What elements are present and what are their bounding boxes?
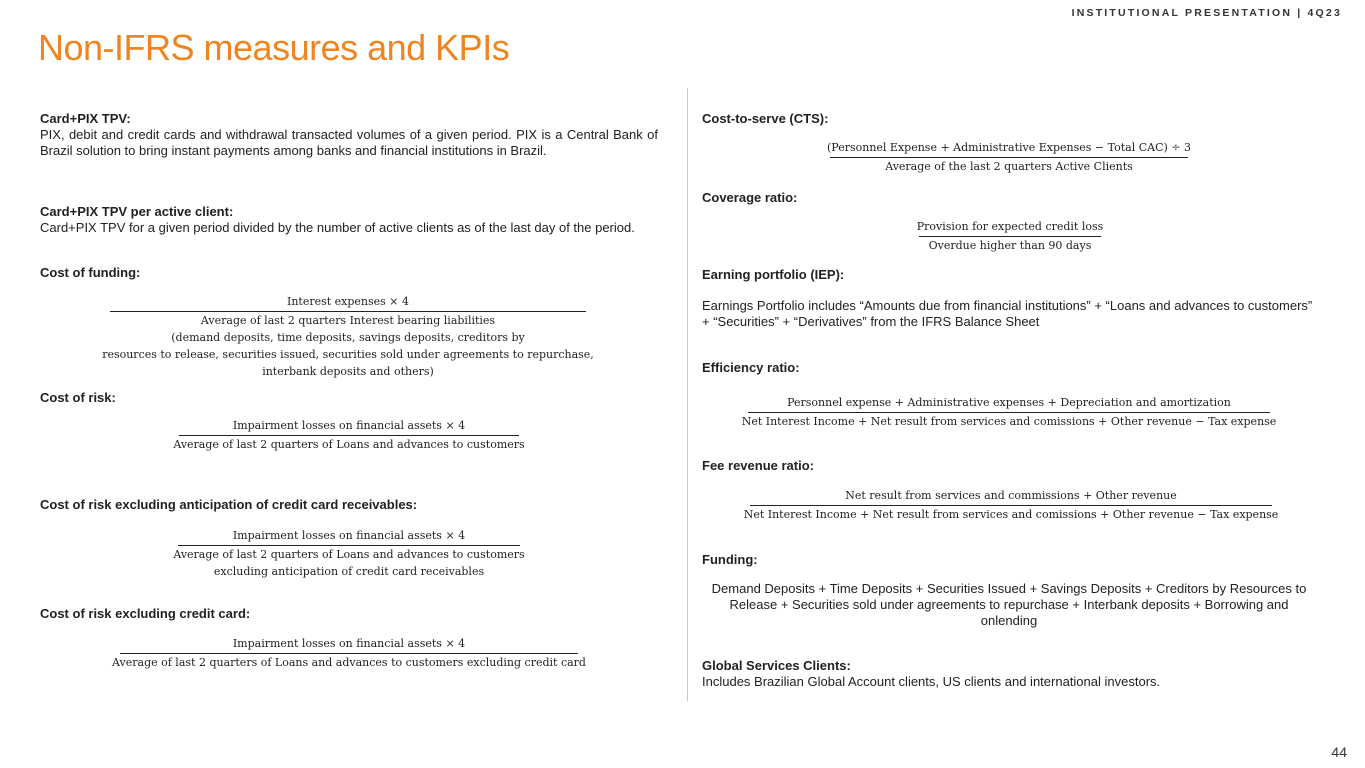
cost-of-funding-section [40,265,658,281]
formula-denominator: excluding anticipation of credit card receivables [213,565,485,578]
right-column [702,0,1316,768]
formula-denominator: Net Interest Income + Net result from services and comissions + Other revenue − Tax expense [743,508,1279,521]
cost-of-risk-section [40,390,658,406]
formula-numerator: Interest expenses × 4 [286,295,410,308]
cost-of-risk-ex-credit-card-section [40,606,658,622]
tpv-per-client-text: Card+PIX TPV for a given period divided by the number of active clients as of the last day of the period. [40,220,635,235]
cost-of-risk-heading: Cost of risk: [40,390,116,405]
cost-of-funding-formula [102,293,594,380]
formula-numerator: Impairment losses on financial assets × 4 [232,419,466,432]
formula-denominator: interbank deposits and others) [262,365,434,378]
fee-revenue-section [702,458,1316,474]
cost-of-risk-ex-credit-card-formula [112,635,586,671]
cts-section [702,111,1316,127]
cost-of-risk-formula [173,417,525,453]
tpv-per-client-section [40,204,658,236]
formula-numerator: Impairment losses on financial assets × 4 [232,637,466,650]
formula-denominator: resources to release, securities issued, securities sold under agreements to repurchase, [102,348,594,361]
formula-denominator: Average of the last 2 quarters Active Clients [885,160,1133,173]
global-services-section [702,658,1316,690]
formula-denominator: (demand deposits, time deposits, savings deposits, creditors by [171,331,525,344]
card-pix-tpv-section [40,111,658,159]
formula-denominator: Average of last 2 quarters of Loans and advances to customers [173,548,525,561]
formula-numerator: (Personnel Expense + Administrative Expenses − Total CAC) ÷ 3 [827,141,1191,154]
global-services-text: Includes Brazilian Global Account clients, US clients and international investors. [702,674,1161,689]
efficiency-section [702,360,1316,376]
formula-denominator: Overdue higher than 90 days [928,239,1092,252]
coverage-section [702,190,1316,206]
formula-denominator: Net Interest Income + Net result from services and comissions + Other revenue − Tax expense [741,415,1277,428]
column-divider [687,88,688,701]
cost-of-risk-ex-credit-card-heading: Cost of risk excluding credit card: [40,606,251,621]
cost-of-risk-ex-anticipation-heading: Cost of risk excluding anticipation of credit card receivables: [40,497,418,512]
fee-revenue-formula [743,487,1279,523]
card-pix-tpv-heading: Card+PIX TPV: [40,111,131,126]
iep-heading: Earning portfolio (IEP): [702,267,845,282]
cts-formula [827,139,1191,175]
formula-denominator: Average of last 2 quarters of Loans and advances to customers excluding credit card [112,656,586,669]
cost-of-funding-heading: Cost of funding: [40,265,141,280]
fee-revenue-heading: Fee revenue ratio: [702,458,814,473]
coverage-formula [916,218,1104,254]
formula-numerator: Personnel expense + Administrative expenses + Depreciation and amortization [787,396,1231,409]
coverage-heading: Coverage ratio: [702,190,798,205]
formula-denominator: Average of last 2 quarters of Loans and advances to customers [173,438,525,451]
funding-heading: Funding: [702,552,758,567]
efficiency-heading: Efficiency ratio: [702,360,800,375]
iep-section [702,267,1316,330]
formula-numerator: Provision for expected credit loss [916,220,1104,233]
tpv-per-client-heading: Card+PIX TPV per active client: [40,204,234,219]
page-number: 44 [1331,744,1347,760]
card-pix-tpv-text: PIX, debit and credit cards and withdrawal transacted volumes of a given period. PIX is a Central Bank of Brazil solution to bring instant payments among banks and financial institutions in Brazil. [40,127,658,158]
cts-heading: Cost-to-serve (CTS): [702,111,829,126]
formula-numerator: Net result from services and commissions + Other revenue [845,489,1177,502]
efficiency-formula [741,394,1277,430]
formula-denominator: Average of last 2 quarters Interest bearing liabilities [200,314,496,327]
cost-of-risk-ex-anticipation-section [40,497,658,513]
presentation-tag: INSTITUTIONAL PRESENTATION | 4Q23 [1071,7,1342,19]
cost-of-risk-ex-anticipation-formula [173,527,525,580]
funding-section [702,552,1316,629]
iep-text: Earnings Portfolio includes “Amounts due from financial institutions” + “Loans and advances to customers” + “Securities” + “Derivatives” from the IFRS Balance Sheet [702,298,1313,329]
formula-numerator: Impairment losses on financial assets × 4 [232,529,466,542]
funding-text: Demand Deposits + Time Deposits + Securities Issued + Savings Deposits + Creditors by Resources to Release + Securities sold under agreements to repurchase + Interbank deposits + Borrowing and onlending [711,581,1307,628]
left-column [40,0,658,768]
page-title: Non-IFRS measures and KPIs [38,27,510,68]
global-services-heading: Global Services Clients: [702,658,851,673]
